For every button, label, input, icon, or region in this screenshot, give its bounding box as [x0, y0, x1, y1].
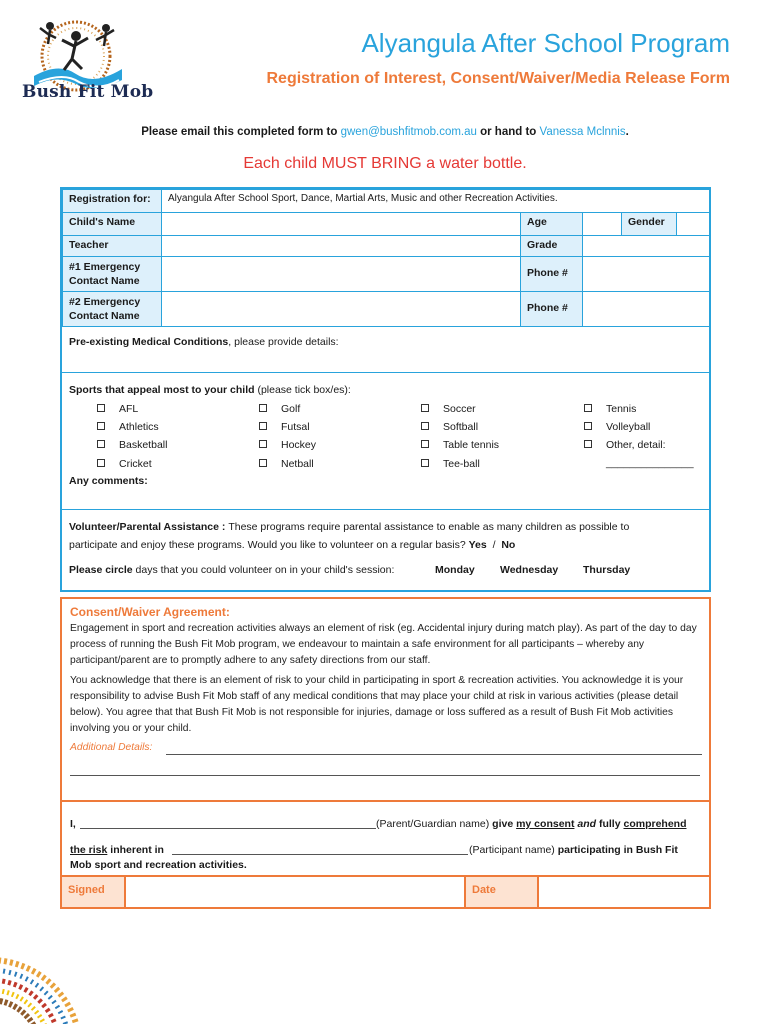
childs-name-field[interactable] [161, 212, 521, 236]
logo-text: Bush Fit Mob [22, 82, 154, 102]
phone-2-label: Phone # [520, 291, 583, 327]
consent-line-2-end: (Participant name) participating in Bush Fit [469, 844, 678, 856]
registration-for-label: Registration for: [62, 189, 162, 213]
phone-2-field[interactable] [582, 291, 711, 327]
sports-label: Sports that appeal most to your child (please tick box/es): [69, 384, 351, 396]
signature-field[interactable] [124, 875, 466, 909]
no-option[interactable]: No [501, 539, 516, 551]
gender-label: Gender [621, 212, 677, 236]
teacher-field[interactable] [161, 235, 521, 257]
consent-line-2-start: the risk inherent in [70, 844, 164, 856]
checkbox-athletics[interactable]: Athletics [97, 421, 159, 433]
checkbox-afl[interactable]: AFL [97, 403, 138, 415]
emergency-contact-1-field[interactable] [161, 256, 521, 292]
consent-paragraph-2: You acknowledge that there is an element of risk to your child in participating in sport & recreation activities. You acknowledge it is your responsibility to advise Bush Fit Mob staff of any medical conditions that may place your child at risk in various activities (please detail below). You agree that that Bush Fit Mob is not responsible for injuries, damage or loss suffered as a result of Bush Fit Mob activities involving you or your child. [70, 675, 684, 734]
emergency-contact-2-field[interactable] [161, 291, 521, 327]
checkbox-other[interactable]: Other, detail: [584, 439, 666, 451]
parent-name-line[interactable] [80, 828, 376, 829]
age-field[interactable] [582, 212, 622, 236]
additional-details-line-1[interactable] [166, 754, 702, 755]
gender-field[interactable] [676, 212, 711, 236]
checkbox-hockey[interactable]: Hockey [259, 439, 316, 451]
emergency-contact-2-label: #2 Emergency Contact Name [62, 291, 162, 327]
email-link[interactable]: gwen@bushfitmob.com.au [340, 126, 477, 138]
medical-conditions-label: Pre-existing Medical Conditions, please provide details: [69, 336, 339, 348]
day-wednesday[interactable]: Wednesday [500, 564, 559, 576]
day-monday[interactable]: Monday [435, 564, 475, 576]
volunteer-line-2: participate and enjoy these programs. Would you like to volunteer on a regular basis? Yes / No [69, 539, 516, 551]
grade-field[interactable] [582, 235, 711, 257]
registration-section [60, 187, 711, 592]
emergency-contact-1-label: #1 Emergency Contact Name [62, 256, 162, 292]
page-subtitle: Registration of Interest, Consent/Waiver/Media Release Form [266, 70, 730, 87]
checkbox-netball[interactable]: Netball [259, 458, 314, 470]
consent-line-3: Mob sport and recreation activities. [70, 859, 247, 871]
phone-1-field[interactable] [582, 256, 711, 292]
i-label: I, [70, 818, 76, 830]
page-title: Alyangula After School Program [361, 28, 730, 58]
checkbox-golf[interactable]: Golf [259, 403, 300, 415]
checkbox-soccer[interactable]: Soccer [421, 403, 476, 415]
circle-days-label: Please circle days that you could volunteer on in your child's session: [69, 564, 395, 576]
additional-details-line-2[interactable] [70, 775, 700, 776]
additional-details-label: Additional Details: [70, 742, 153, 753]
consent-section [60, 597, 711, 909]
checkbox-tee-ball[interactable]: Tee-ball [421, 458, 480, 470]
date-label: Date [464, 875, 539, 909]
checkbox-cricket[interactable]: Cricket [97, 458, 152, 470]
day-thursday[interactable]: Thursday [583, 564, 631, 576]
volunteer-line-1: Volunteer/Parental Assistance : These programs require parental assistance to enable as many children as possible to [69, 521, 630, 533]
checkbox-tennis[interactable]: Tennis [584, 403, 636, 415]
comments-label: Any comments: [69, 475, 148, 487]
checkbox-softball[interactable]: Softball [421, 421, 478, 433]
yes-option[interactable]: Yes [468, 539, 487, 551]
consent-line-1: (Parent/Guardian name) give my consent and fully comprehend [376, 818, 687, 830]
email-instruction: Please email this completed form to gwen@bushfitmob.com.au or hand to Vanessa Mclnnis. [141, 126, 629, 138]
dot-art-decoration-icon [0, 940, 120, 1024]
consent-heading: Consent/Waiver Agreement: [70, 605, 230, 619]
checkbox-table-tennis[interactable]: Table tennis [421, 439, 499, 451]
date-field[interactable] [537, 875, 711, 909]
checkbox-futsal[interactable]: Futsal [259, 421, 310, 433]
signed-label: Signed [60, 875, 126, 909]
checkbox-volleyball[interactable]: Volleyball [584, 421, 650, 433]
checkbox-basketball[interactable]: Basketball [97, 439, 167, 451]
contact-person: Vanessa Mclnnis [539, 126, 626, 138]
registration-for-value: Alyangula After School Sport, Dance, Martial Arts, Music and other Recreation Activities. [161, 189, 711, 213]
age-label: Age [520, 212, 583, 236]
participant-name-line[interactable] [172, 854, 468, 855]
other-detail-line[interactable]: _______________ [606, 457, 694, 469]
grade-label: Grade [520, 235, 583, 257]
phone-1-label: Phone # [520, 256, 583, 292]
teacher-label: Teacher [62, 235, 162, 257]
consent-paragraph-1: Engagement in sport and recreation activities always an element of risk (eg. Accidental injury during match play). As part of the day to day process of running the Bush Fit Mob program, we endeavour to maintain a safe environment for all participants – whereby any participant/parent are to promptly adhere to any safety directions from our staff. [70, 623, 697, 666]
childs-name-label: Child's Name [62, 212, 162, 236]
water-bottle-note: Each child MUST BRING a water bottle. [243, 155, 527, 172]
